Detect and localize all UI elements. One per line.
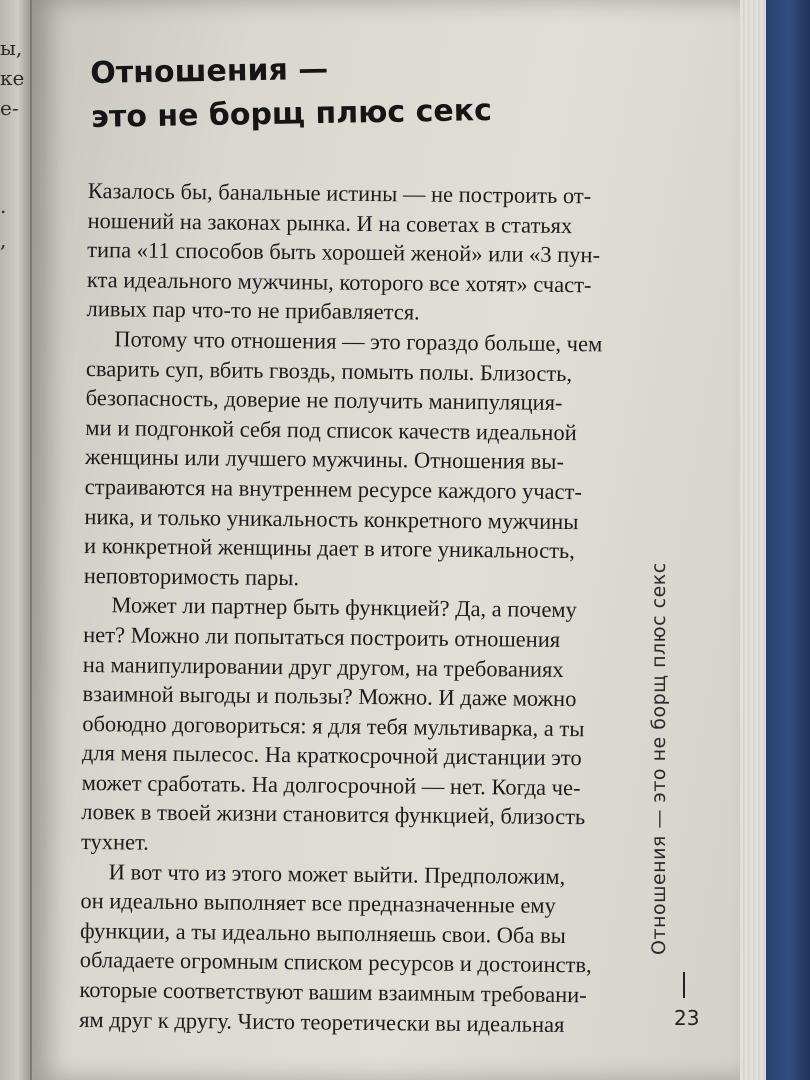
text-line: ливых пар что-то не прибавляется.	[86, 296, 420, 325]
left-page-fragment: ке	[0, 66, 25, 90]
body-text	[79, 176, 612, 1040]
text-line: для меня пылесос. На краткосрочной дистанции это	[81, 740, 582, 771]
left-page-fragment: .	[0, 194, 7, 218]
text-line: неповторимость пары.	[83, 562, 300, 590]
previous-page-edge	[0, 0, 32, 1080]
chapter-title-line-2: это не борщ плюс секс	[90, 92, 493, 135]
text-line: и конкретной женщины дает в итоге уникальность,	[83, 533, 576, 564]
chapter-title	[90, 45, 492, 140]
text-line: сварить суп, вбить гвоздь, помыть полы. Близость,	[85, 355, 573, 386]
text-line: нет? Можно ли попытаться построить отношения	[83, 621, 561, 652]
text-line: ношений на законах рынка. И на советах в статьях	[87, 207, 573, 238]
left-page-fragment: ы,	[0, 36, 23, 60]
text-line: функции, а ты идеально выполняешь свои. Оба вы	[79, 917, 566, 948]
text-line: типа «11 способов быть хорошей женой» или «3 пун-	[87, 237, 601, 268]
left-page-fragment: е-	[0, 96, 19, 120]
text-line: которые соответствуют вашим взаимным требовани-	[79, 976, 587, 1008]
text-line: безопасность, доверие не получить манипуляция-	[85, 385, 563, 416]
text-line: И вот что из этого может выйти. Предположим,	[108, 858, 566, 889]
text-line: может сработать. На долгосрочной — нет. Когда че-	[81, 769, 581, 801]
text-line: ловек в твоей жизни становится функцией, близость	[81, 799, 586, 830]
text-line: обладаете огромным списком ресурсов и достоинств,	[79, 947, 592, 978]
text-line: Потому что отношения — это гораздо больше, чем	[114, 326, 603, 357]
text-line: Может ли партнер быть функцией? Да, а почему	[111, 592, 578, 623]
text-line: кта идеального мужчины, которого все хотят» счаст-	[86, 266, 592, 298]
text-line: взаимной выгоды и пользы? Можно. И даже можно	[82, 681, 577, 712]
page-number: 23	[674, 1006, 700, 1030]
text-line: Казалось бы, банальные истины — не построить от-	[87, 177, 592, 209]
left-page-fragment: ,	[0, 228, 7, 252]
text-line: ям друг к другу. Чисто теоретически вы идеальная	[79, 1006, 565, 1037]
running-head: Отношения — это не борщ плюс секс	[648, 562, 670, 955]
text-line: ми и подгонкой себя под список качеств идеальной	[85, 414, 577, 445]
text-line: обоюдно договориться: я для тебя мультиварка, а ты	[82, 710, 585, 741]
running-head-rule	[683, 972, 685, 998]
text-line: на манипулировании друг другом, на требованиях	[82, 651, 564, 682]
book-cover	[766, 0, 810, 1080]
text-line: тухнет.	[80, 829, 150, 855]
text-line: он идеально выполняет все предназначенные ему	[80, 888, 556, 919]
text-line: женщины или лучшего мужчины. Отношения вы-	[84, 444, 565, 475]
text-line: страиваются на внутреннем ресурсе каждого участ-	[84, 473, 583, 505]
text-line: ника, и только уникальность конкретного мужчины	[84, 503, 579, 534]
page-block-edges	[740, 0, 766, 1080]
chapter-title-line-1: Отношения —	[90, 51, 329, 91]
